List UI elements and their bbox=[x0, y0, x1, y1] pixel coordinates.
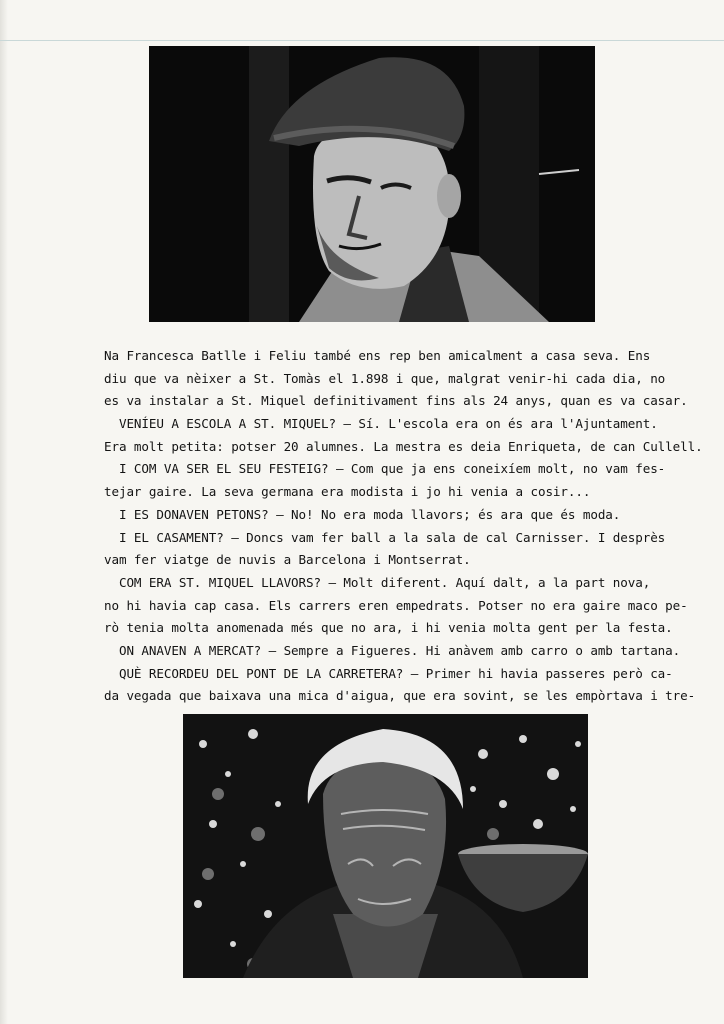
text-line: I COM VA SER EL SEU FESTEIG? — Com que ja ens coneixíem molt, no vam fes- bbox=[104, 461, 666, 477]
text-line: rò tenia molta anomenada més que no ara, i hi venia molta gent per la festa. bbox=[104, 620, 673, 636]
text-line: I EL CASAMENT? — Doncs vam fer ball a la sala de cal Carnisser. I desprès bbox=[104, 529, 666, 545]
text-line: tejar gaire. La seva germana era modista i jo hi venia a cosir... bbox=[104, 484, 591, 500]
text-line: Era molt petita: potser 20 alumnes. La mestra es deia Enriqueta, de can Cullell. bbox=[104, 438, 703, 454]
text-line: diu que va nèixer a St. Tomàs el 1.898 i que, malgrat venir-hi cada dia, no bbox=[104, 370, 666, 386]
text-line: COM ERA ST. MIQUEL LLAVORS? — Molt diferent. Aquí dalt, a la part nova, bbox=[104, 574, 651, 590]
photo-elderly-woman bbox=[183, 714, 588, 978]
text-line: I ES DONAVEN PETONS? — No! No era moda llavors; és ara que és moda. bbox=[104, 506, 621, 522]
text-line: no hi havia cap casa. Els carrers eren empedrats. Potser no era gaire maco pe- bbox=[104, 597, 688, 613]
interview-text bbox=[104, 345, 703, 708]
photo-elderly-woman-image bbox=[183, 714, 588, 978]
photo-man-with-cap bbox=[149, 46, 595, 322]
text-line: ON ANAVEN A MERCAT? — Sempre a Figueres. Hi anàvem amb carro o amb tartana. bbox=[104, 642, 681, 658]
text-line: QUÈ RECORDEU DEL PONT DE LA CARRETERA? — Primer hi havia passeres però ca- bbox=[104, 665, 673, 681]
page-edge-shadow bbox=[0, 0, 8, 1024]
text-line: es va instalar a St. Miquel definitivament fins als 24 anys, quan es va casar. bbox=[104, 393, 688, 409]
text-line: VENÍEU A ESCOLA A ST. MIQUEL? — Sí. L'escola era on és ara l'Ajuntament. bbox=[104, 416, 658, 432]
text-line: Na Francesca Batlle i Feliu també ens rep ben amicalment a casa seva. Ens bbox=[104, 348, 651, 363]
page-top-edge bbox=[0, 40, 724, 41]
photo-man-with-cap-image bbox=[149, 46, 595, 322]
text-line: da vegada que baixava una mica d'aigua, que era sovint, se les empòrtava i tre- bbox=[104, 688, 696, 704]
text-line: vam fer viatge de nuvis a Barcelona i Montserrat. bbox=[104, 552, 471, 568]
